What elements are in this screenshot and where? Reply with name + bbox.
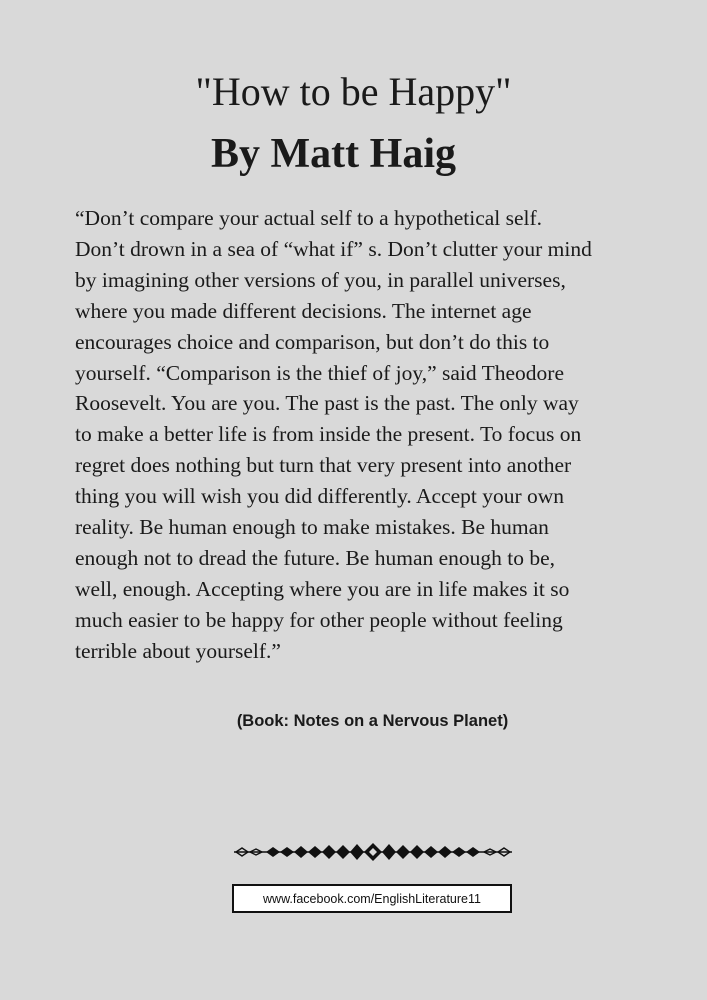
quote-body (75, 203, 655, 667)
decorative-divider-icon (232, 842, 514, 862)
quote-line: much easier to be happy for other people without feeling (75, 607, 563, 632)
quote-line: enough not to dread the future. Be human enough to be, (75, 545, 556, 570)
quote-line: to make a better life is from inside the present. To focus on (75, 422, 582, 447)
quote-line: yourself. “Comparison is the thief of joy,” said Theodore (75, 360, 565, 385)
quote-line: terrible about yourself.” (75, 638, 281, 663)
quote-line: “Don’t compare your actual self to a hypothetical self. (75, 206, 543, 230)
quote-line: by imagining other versions of you, in parallel universes, (75, 267, 566, 292)
quote-line: well, enough. Accepting where you are in life makes it so (75, 576, 570, 601)
quote-line: Roosevelt. You are you. The past is the past. The only way (75, 391, 579, 416)
page-title: "How to be Happy" (195, 69, 512, 114)
quote-line: reality. Be human enough to make mistakes. Be human (75, 515, 549, 540)
facebook-link[interactable]: www.facebook.com/EnglishLiterature11 (232, 884, 512, 913)
author-heading: By Matt Haig (211, 131, 456, 177)
quote-line: thing you will wish you did differently. Accept your own (75, 484, 565, 509)
book-source: (Book: Notes on a Nervous Planet) (236, 712, 509, 730)
quote-line: where you made different decisions. The internet age (75, 298, 532, 323)
quote-line: Don’t drown in a sea of “what if” s. Don’t clutter your mind (75, 236, 592, 261)
quote-line: encourages choice and comparison, but don’t do this to (75, 329, 550, 354)
quote-line: regret does nothing but turn that very present into another (75, 453, 572, 478)
